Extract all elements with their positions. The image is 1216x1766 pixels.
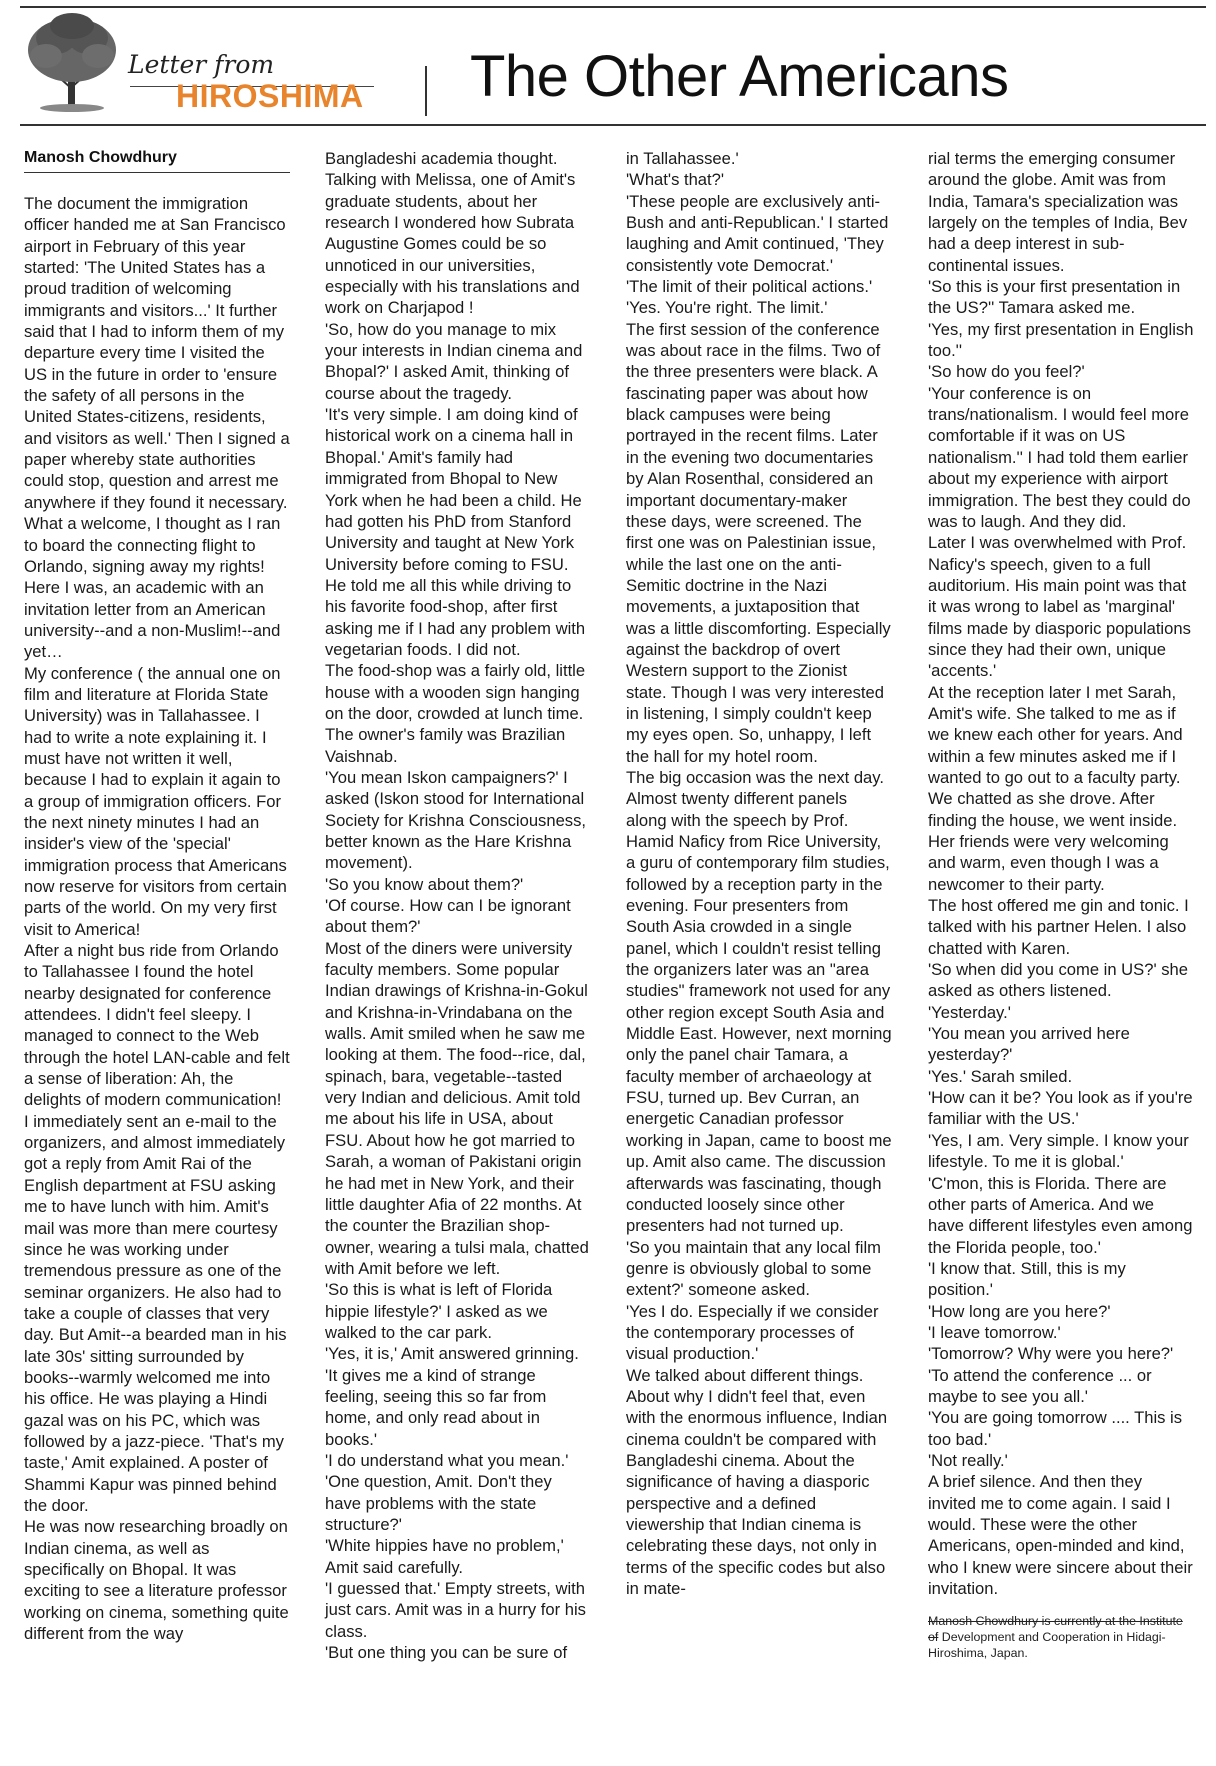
paragraph: He was now researching broadly on Indian cinema, as well as specifically on Bhopal. It was exciting to see a literature professor working on cinema, something quite different from the way (24, 1517, 289, 1644)
paragraph: 'One question, Amit. Don't they have problems with the state structure?' (325, 1472, 552, 1534)
bottom-rule (20, 124, 1206, 126)
paragraph: 'It's very simple. I am doing kind of historical work on a cinema hall in Bhopal.' Amit's family had immigrated from Bhopal to New York when he had been a child. He had gotten his PhD from Stanford University and taught at New York University before coming to FSU. He told me all this while driving to his favorite food-shop, after first asking me if I had any problem with vegetarian foods. I did not. (325, 405, 586, 659)
paragraph: 'Not really.' (928, 1450, 1008, 1470)
paragraph: 'To attend the conference ... or maybe to see you all.' (928, 1365, 1152, 1406)
headline: The Other Americans (470, 44, 1009, 109)
paragraph: 'Yesterday.' (928, 1002, 1011, 1022)
footnote-struck-line: Manosh Chowdhury is currently at the Institute of (928, 1614, 1183, 1645)
author-name: Manosh Chowdhury (24, 149, 177, 166)
paragraph: The first session of the conference was about race in the films. Two of the three presenters were black. A fascinating paper was about how black campuses were being portrayed in the recent films. Later in the evening two documentaries by Alan Rosenthal, considered an important documentary-maker these days, were screened. The first one was on Palestinian issue, while the last one on the anti-Semitic doctrine in the Nazi movements, a juxtaposition that was a little discomforting. Especially against the backdrop of overt Western support to the Zionist state. Though I was very interested in listening, I simply couldn't keep my eyes open. So, unhappy, I left the hall for my hotel room. (626, 319, 891, 766)
paragraph: 'White hippies have no problem,' Amit said carefully. (325, 1536, 564, 1577)
paragraph: Later I was overwhelmed with Prof. Naficy's speech, given to a full auditorium. His main point was that it was wrong to label as 'marginal' films made by diasporic populations since they had their own, unique 'accents.' (928, 533, 1191, 681)
masthead-divider (425, 66, 427, 116)
paragraph: rial terms the emerging consumer around the globe. Amit was from India, Tamara's specialization was largely on the temples of India, Bev had a deep interest in sub-continental issues. (928, 149, 1188, 275)
paragraph: 'Your conference is on trans/nationalism. I would feel more comfortable if it was on US nationalism.'' I had told them earlier about my experience with airport immigration. The best they could do was to laugh. And they did. (928, 383, 1191, 531)
author-footnote (928, 1613, 1194, 1661)
top-rule (20, 6, 1206, 8)
paragraph: 'So when did you come in US?' she asked as others listened. (928, 960, 1188, 1001)
paragraph: Most of the diners were university faculty members. Some popular Indian drawings of Krishna-in-Gokul and Krishna-in-Vrindabana on the walls. Amit smiled when he saw me looking at them. The food--rice, dal, spinach, bara, vegetable--tasted very Indian and delicious. Amit told me about his life in USA, about FSU. About how he got married to Sarah, a woman of Pakistani origin he had met in New York, and their little daughter Afia of 22 months. At the counter the Brazilian shop-owner, wearing a tulsi mala, chatted with Amit before we left. (325, 938, 589, 1278)
section-city: HIROSHIMA (176, 78, 364, 114)
paragraph: Bangladeshi academia thought. Talking with Melissa, one of Amit's graduate students, about her research I wondered how Subrata Augustine Gomes could be so unnoticed in our universities, especially with his translations and work on Charjapod ! (325, 149, 580, 318)
paragraph: We talked about different things. About why I didn't feel that, even with the enormous influence, Indian cinema couldn't be compared with Bangladeshi cinema. About the significance of having a diasporic perspective and a defined viewership that Indian cinema is celebrating these days, not only in terms of the specific codes but also in mate- (626, 1365, 888, 1599)
article-column-1 (24, 148, 290, 1644)
paragraph: 'Yes, it is,' Amit answered grinning. (325, 1344, 579, 1364)
paragraph: 'I leave tomorrow.' (928, 1322, 1061, 1342)
byline-gap (24, 179, 290, 193)
article-column-4 (928, 148, 1194, 1661)
article-column-3 (626, 148, 892, 1599)
paragraph: 'So how do you feel?' (928, 362, 1085, 382)
byline (24, 148, 290, 173)
paragraph: After a night bus ride from Orlando to Tallahassee I found the hotel nearby designated for conference attendees. I didn't feel sleepy. I managed to connect to the Web through the hotel LAN-cable and felt a sense of liberation: Ah, the delights of modern communication! I immediately sent an e-mail to the organizers, and almost immediately got a reply from Amit Rai of the English department at FSU asking me to have lunch with him. Amit's mail was more than mere courtesy since he was working under tremendous pressure as one of the seminar organizers. He also had to take a couple of classes that very day. But Amit--a bearded man in his late 30s' sitting surrounded by books--warmly welcomed me into his office. He was playing a Hindi gazal was on his PC, which was followed by a jazz-piece. 'That's my taste,' Amit explained. A poster of Shammi Kapur was pinned behind the door. (24, 941, 290, 1515)
paragraph: 'How long are you here?' (928, 1301, 1111, 1321)
paragraph: 'So you maintain that any local film genre is obviously global to some extent?' someone asked. (626, 1237, 881, 1300)
paragraph: 'So this is your first presentation in the US?'' Tamara asked me. (928, 277, 1181, 318)
paragraph: My conference ( the annual one on film and literature at Florida State University) was in Tallahassee. I had to write a note explaining it. I must have not written it well, because I had to explain it again to a group of immigration officers. For the next ninety minutes I had an insider's view of the 'special' immigration process that Americans now reserve for visitors from certain parts of the world. On my very first visit to America! (24, 663, 287, 939)
paragraph: 'These people are exclusively anti-Bush and anti-Republican.' I started laughing and Amit continued, 'They consistently vote Democrat.' (626, 191, 889, 275)
paragraph: 'I guessed that.' Empty streets, with just cars. Amit was in a hurry for his class. (325, 1579, 586, 1641)
section-script: Letter from (128, 50, 275, 79)
tree-icon (22, 8, 122, 116)
paragraph: 'You mean you arrived here yesterday?' (928, 1024, 1130, 1065)
paragraph: 'So, how do you manage to mix your interests in Indian cinema and Bhopal?' I asked Amit, thinking of course about the tragedy. (325, 319, 583, 403)
paragraph: 'Tomorrow? Why were you here?' (928, 1344, 1174, 1364)
paragraph: 'Yes, I am. Very simple. I know your lifestyle. To me it is global.' (928, 1130, 1189, 1172)
masthead (0, 0, 1216, 122)
paragraph: 'I know that. Still, this is my position.' (928, 1258, 1126, 1300)
paragraph: 'You are going tomorrow .... This is too bad.' (928, 1408, 1183, 1449)
paragraph: 'Yes.' Sarah smiled. (928, 1066, 1073, 1086)
paragraph: 'But one thing you can be sure of (325, 1643, 568, 1663)
paragraph: 'You mean Iskon campaigners?' I asked (Iskon stood for International Society for Krishna Consciousness, better known as the Hare Krishna movement). (325, 767, 587, 873)
paragraph: 'So this is what is left of Florida hippie lifestyle?' I asked as we walked to the car park. (325, 1280, 553, 1342)
paragraph: The food-shop was a fairly old, little house with a wooden sign hanging on the door, crowded at lunch time. The owner's family was Brazilian Vaishnab. (325, 661, 586, 766)
paragraph: 'I do understand what you mean.' (325, 1450, 569, 1470)
paragraph: A brief silence. And then they invited me to come again. I said I would. These were the other Americans, open-minded and kind, who I knew were sincere about their invitation. (928, 1472, 1193, 1599)
paragraph: 'How can it be? You look as if you're familiar with the US.' (928, 1088, 1193, 1129)
paragraph: The host offered me gin and tonic. I talked with his partner Helen. I also chatted with Karen. (928, 896, 1189, 958)
paragraph: The big occasion was the next day. Almost twenty different panels along with the speech by Prof. Hamid Naficy from Rice University, a guru of contemporary film studies, followed by a reception party in the evening. Four presenters from South Asia crowded in a single panel, which I couldn't resist telling the organizers later was an "area studies" framework not used for any other region except South Asia and Middle East. However, next morning only the panel chair Tamara, a faculty member of archaeology at FSU, turned up. Bev Curran, an energetic Canadian professor working in Japan, came to boost me up. Amit also came. The discussion afterwards was fascinating, though conducted loosely since other presenters had not turned up. (626, 767, 892, 1236)
paragraph: The document the immigration officer handed me at San Francisco airport in February of this year started: 'The United States has a proud tradition of welcoming immigrants and visitors...' It further said that I had to inform them of my departure every time I visited the US in the future in order to 'ensure the safety of all persons in the United States-citizens, residents, and visitors as well.' Then I signed a paper whereby state authorities could stop, question and arrest me anywhere if they found it necessary. What a welcome, I thought as I ran to board the connecting flight to Orlando, signing away my rights! Here I was, an academic with an invitation letter from an American university--and a non-Muslim!--and yet… (24, 194, 290, 662)
paragraph: 'Yes. You're right. The limit.' (626, 298, 828, 318)
footnote-text: Development and Cooperation in Hidagi-Hiroshima, Japan. (928, 1630, 1166, 1661)
paragraph: 'So you know about them?' (325, 874, 524, 894)
paragraph: in Tallahassee.' (626, 149, 739, 168)
paragraph: 'C'mon, this is Florida. There are other parts of America. And we have different lifestyles even among the Florida people, too.' (928, 1173, 1193, 1257)
paragraph: 'What's that?' (626, 170, 725, 190)
paragraph: At the reception later I met Sarah, Amit's wife. She talked to me as if we knew each other for years. And within a few minutes asked me if I wanted to go out to a faculty party. We chatted as she drove. After finding the house, we went inside. Her friends were very welcoming and warm, even though I was a newcomer to their party. (928, 682, 1183, 894)
paragraph: 'The limit of their political actions.' (626, 277, 873, 297)
paragraph: 'Yes, my first presentation in English too.'' (928, 319, 1194, 361)
article-column-2 (325, 148, 591, 1663)
paragraph: 'Yes I do. Especially if we consider the contemporary processes of visual production.' (626, 1301, 879, 1364)
paragraph: 'It gives me a kind of strange feeling, seeing this so far from home, and only read about in books.' (325, 1365, 547, 1449)
paragraph: 'Of course. How can I be ignorant about them?' (325, 896, 571, 937)
